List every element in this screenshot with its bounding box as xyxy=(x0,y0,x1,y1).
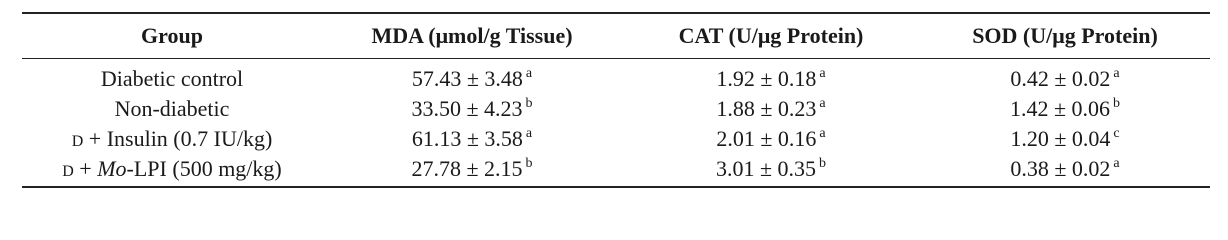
mda-cell xyxy=(322,94,622,124)
group-label: + Insulin (0.7 IU/kg) xyxy=(83,126,273,151)
header-group: Group xyxy=(141,23,203,48)
mda-cell xyxy=(322,154,622,184)
cat-value: 1.88 ± 0.23 xyxy=(716,96,817,121)
sod-cell xyxy=(920,58,1210,94)
group-cell xyxy=(22,124,322,154)
group-cell xyxy=(22,58,322,94)
header-row xyxy=(22,14,1210,58)
cat-superscript: a xyxy=(819,96,826,111)
mda-cell xyxy=(322,124,622,154)
group-prefix: D xyxy=(62,163,74,180)
mda-value: 27.78 ± 2.15 xyxy=(411,156,523,181)
results-table xyxy=(22,14,1210,184)
bottom-rule xyxy=(22,186,1210,188)
group-label: -LPI (500 mg/kg) xyxy=(126,156,282,181)
sod-value: 0.38 ± 0.02 xyxy=(1010,156,1111,181)
sod-superscript: c xyxy=(1113,126,1120,141)
sod-cell xyxy=(920,94,1210,124)
header-cat: CAT (U/μg Protein) xyxy=(678,23,864,48)
header-mda: MDA (μmol/g Tissue) xyxy=(371,23,573,48)
table-row xyxy=(22,154,1210,184)
mda-superscript: b xyxy=(525,96,533,111)
mda-value: 61.13 ± 3.58 xyxy=(411,126,523,151)
cat-cell xyxy=(622,154,920,184)
sod-cell xyxy=(920,154,1210,184)
group-italic: Mo xyxy=(97,156,127,181)
mda-cell xyxy=(322,58,622,94)
cat-value: 2.01 ± 0.16 xyxy=(716,126,817,151)
cat-value: 3.01 ± 0.35 xyxy=(715,156,817,181)
sod-superscript: a xyxy=(1113,66,1120,81)
sod-value: 0.42 ± 0.02 xyxy=(1010,66,1111,91)
group-prefix: D xyxy=(71,133,84,150)
cat-cell xyxy=(622,94,920,124)
mda-value: 57.43 ± 3.48 xyxy=(411,66,523,91)
group-label: Diabetic control xyxy=(100,66,244,91)
group-label: Non-diabetic xyxy=(114,96,230,121)
mda-superscript: b xyxy=(525,156,533,171)
header-sod: SOD (U/μg Protein) xyxy=(972,23,1158,48)
sod-superscript: b xyxy=(1113,96,1121,111)
mda-value: 33.50 ± 4.23 xyxy=(411,96,523,121)
sod-superscript: a xyxy=(1113,156,1120,171)
table-row xyxy=(22,94,1210,124)
table-row xyxy=(22,124,1210,154)
sod-cell xyxy=(920,124,1210,154)
sod-value: 1.20 ± 0.04 xyxy=(1010,126,1111,151)
mda-superscript: a xyxy=(525,66,533,81)
mda-superscript: a xyxy=(525,126,533,141)
group-cell xyxy=(22,94,322,124)
cat-cell xyxy=(622,58,920,94)
group-plus: + xyxy=(73,156,98,181)
cat-superscript: a xyxy=(819,126,826,141)
cat-value: 1.92 ± 0.18 xyxy=(716,66,817,91)
table-row xyxy=(22,58,1210,94)
sod-value: 1.42 ± 0.06 xyxy=(1009,96,1111,121)
group-cell xyxy=(22,154,322,184)
cat-cell xyxy=(622,124,920,154)
cat-superscript: a xyxy=(819,66,826,81)
cat-superscript: b xyxy=(819,156,827,171)
